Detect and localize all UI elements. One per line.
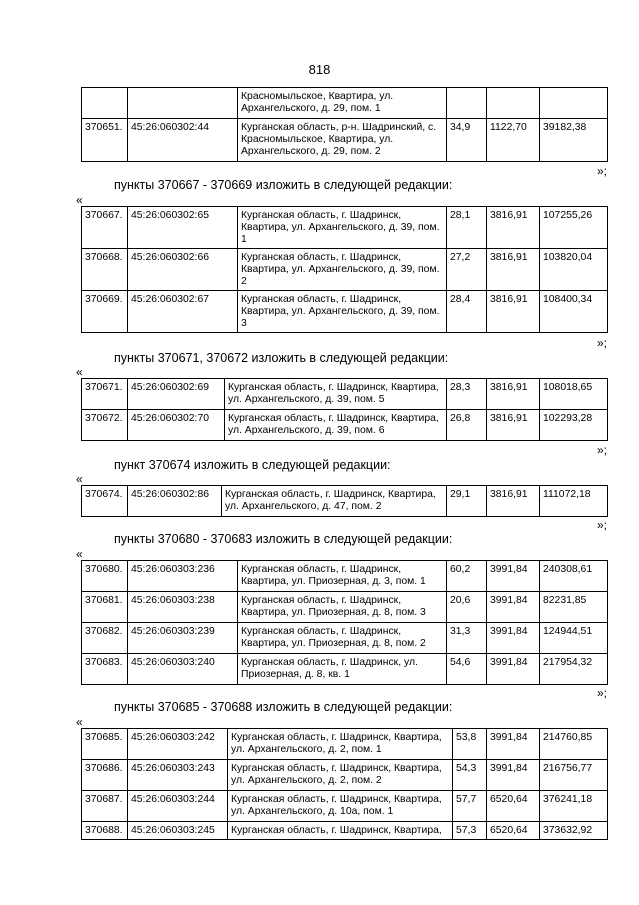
- cell-cadastral: 45:26:060302:69: [128, 379, 225, 410]
- cell-rate: 3816,91: [487, 207, 540, 249]
- cell-value: 108018,65: [540, 379, 608, 410]
- cell-rate: 3991,84: [487, 623, 540, 654]
- cell-area: 27,2: [447, 249, 487, 291]
- cell-rate: 6520,64: [487, 822, 540, 840]
- cell-number: 370668.: [82, 249, 128, 291]
- cell-number: 370674.: [82, 486, 128, 517]
- cell-value: 107255,26: [540, 207, 608, 249]
- table-row: [82, 592, 608, 623]
- cell-address: Курганская область, г. Шадринск, Квартира, ул. Архангельского, д. 10а, пом. 1: [228, 791, 453, 822]
- cell-address: Курганская область, г. Шадринск, Квартира,: [228, 822, 453, 840]
- opening-quote: «: [76, 547, 83, 561]
- cell-rate: 3816,91: [487, 249, 540, 291]
- cell-value: 376241,18: [540, 791, 608, 822]
- opening-quote: «: [76, 365, 83, 379]
- cell-rate: 1122,70: [487, 119, 540, 162]
- cell-rate: 3816,91: [487, 410, 540, 441]
- cell-value: 373632,92: [540, 822, 608, 840]
- cell-area: 29,1: [447, 486, 487, 517]
- table-row: [82, 249, 608, 291]
- table-row: [82, 760, 608, 791]
- cell-cadastral: 45:26:060303:240: [128, 654, 238, 685]
- cell-number: [82, 88, 128, 119]
- cell-area: [447, 88, 487, 119]
- page-number: 818: [308, 62, 331, 77]
- cell-area: 26,8: [447, 410, 487, 441]
- cell-number: 370671.: [82, 379, 128, 410]
- cell-cadastral: 45:26:060303:243: [128, 760, 228, 791]
- cell-address: Курганская область, г. Шадринск, Квартира, ул. Приозерная, д. 8, пом. 3: [238, 592, 447, 623]
- cell-rate: 3991,84: [487, 592, 540, 623]
- cell-number: 370681.: [82, 592, 128, 623]
- cell-area: 53,8: [453, 729, 487, 760]
- cell-number: 370651.: [82, 119, 128, 162]
- table-row: [82, 654, 608, 685]
- cell-cadastral: 45:26:060303:236: [128, 561, 238, 592]
- cell-address: Курганская область, г. Шадринск, Квартира, ул. Приозерная, д. 3, пом. 1: [238, 561, 447, 592]
- cell-area: 20,6: [447, 592, 487, 623]
- cell-cadastral: 45:26:060303:242: [128, 729, 228, 760]
- cell-number: 370687.: [82, 791, 128, 822]
- cell-cadastral: 45:26:060303:245: [128, 822, 228, 840]
- section-table: [81, 560, 608, 685]
- cell-value: 102293,28: [540, 410, 608, 441]
- cell-rate: 3991,84: [487, 654, 540, 685]
- cell-number: 370680.: [82, 561, 128, 592]
- cell-area: 28,1: [447, 207, 487, 249]
- cell-value: 216756,77: [540, 760, 608, 791]
- table-row: [82, 207, 608, 249]
- section-table: [81, 206, 608, 333]
- table-row: [82, 486, 608, 517]
- cell-address: Курганская область, г. Шадринск, Квартира, ул. Приозерная, д. 8, пом. 2: [238, 623, 447, 654]
- cell-cadastral: [128, 88, 238, 119]
- closing-quote: »;: [597, 164, 608, 178]
- cell-value: 103820,04: [540, 249, 608, 291]
- section-table: [81, 485, 608, 517]
- cell-cadastral: 45:26:060302:65: [128, 207, 238, 249]
- table-row: [82, 729, 608, 760]
- cell-cadastral: 45:26:060302:66: [128, 249, 238, 291]
- cell-value: 217954,32: [540, 654, 608, 685]
- table-row: [82, 379, 608, 410]
- closing-quote: »;: [597, 686, 608, 700]
- cell-cadastral: 45:26:060303:239: [128, 623, 238, 654]
- section-heading: пункты 370671, 370672 изложить в следующей редакции:: [114, 351, 449, 365]
- cell-address: Курганская область, г. Шадринск, Квартира, ул. Архангельского, д. 39, пом. 5: [225, 379, 447, 410]
- section-heading: пункт 370674 изложить в следующей редакции:: [114, 458, 391, 472]
- cell-address: Курганская область, г. Шадринск, Квартира, ул. Архангельского, д. 2, пом. 1: [228, 729, 453, 760]
- table-row: [82, 623, 608, 654]
- cell-cadastral: 45:26:060302:44: [128, 119, 238, 162]
- cell-value: 39182,38: [540, 119, 608, 162]
- table-row: [82, 119, 608, 162]
- table-row: [82, 410, 608, 441]
- cell-cadastral: 45:26:060302:67: [128, 291, 238, 333]
- table-row: [82, 791, 608, 822]
- table-row: [82, 291, 608, 333]
- cell-number: 370686.: [82, 760, 128, 791]
- closing-quote: »;: [597, 336, 608, 350]
- cell-area: 34,9: [447, 119, 487, 162]
- cell-address: Курганская область, р-н. Шадринский, с. Красномыльское, Квартира, ул. Архангельского, д. 29, пом. 2: [238, 119, 447, 162]
- cell-value: 240308,61: [540, 561, 608, 592]
- cell-address: Курганская область, г. Шадринск, Квартира, ул. Архангельского, д. 47, пом. 2: [222, 486, 447, 517]
- cell-area: 31,3: [447, 623, 487, 654]
- table-continued: [81, 87, 608, 162]
- opening-quote: «: [76, 193, 83, 207]
- cell-area: 57,3: [453, 822, 487, 840]
- section-table: [81, 728, 608, 840]
- cell-area: 54,6: [447, 654, 487, 685]
- cell-rate: 6520,64: [487, 791, 540, 822]
- cell-cadastral: 45:26:060303:238: [128, 592, 238, 623]
- cell-value: 124944,51: [540, 623, 608, 654]
- table-row: [82, 561, 608, 592]
- cell-cadastral: 45:26:060302:70: [128, 410, 225, 441]
- cell-number: 370667.: [82, 207, 128, 249]
- table-row: [82, 88, 608, 119]
- closing-quote: »;: [597, 443, 608, 457]
- cell-number: 370683.: [82, 654, 128, 685]
- cell-rate: 3816,91: [487, 486, 540, 517]
- cell-number: 370669.: [82, 291, 128, 333]
- cell-rate: 3816,91: [487, 291, 540, 333]
- section-heading: пункты 370667 - 370669 изложить в следующей редакции:: [114, 178, 453, 192]
- cell-rate: 3991,84: [487, 729, 540, 760]
- cell-number: 370682.: [82, 623, 128, 654]
- cell-value: 214760,85: [540, 729, 608, 760]
- cell-value: 108400,34: [540, 291, 608, 333]
- cell-number: 370672.: [82, 410, 128, 441]
- table-row: [82, 822, 608, 840]
- cell-area: 28,3: [447, 379, 487, 410]
- cell-rate: [487, 88, 540, 119]
- closing-quote: »;: [597, 518, 608, 532]
- cell-address: Курганская область, г. Шадринск, Квартира, ул. Архангельского, д. 39, пом. 6: [225, 410, 447, 441]
- cell-area: 60,2: [447, 561, 487, 592]
- cell-area: 57,7: [453, 791, 487, 822]
- cell-rate: 3816,91: [487, 379, 540, 410]
- cell-area: 54,3: [453, 760, 487, 791]
- cell-area: 28,4: [447, 291, 487, 333]
- cell-rate: 3991,84: [487, 760, 540, 791]
- cell-address: Красномыльское, Квартира, ул. Архангельского, д. 29, пом. 1: [238, 88, 447, 119]
- cell-value: 111072,18: [540, 486, 608, 517]
- cell-cadastral: 45:26:060303:244: [128, 791, 228, 822]
- cell-address: Курганская область, г. Шадринск, Квартира, ул. Архангельского, д. 2, пом. 2: [228, 760, 453, 791]
- cell-rate: 3991,84: [487, 561, 540, 592]
- cell-value: [540, 88, 608, 119]
- section-heading: пункты 370680 - 370683 изложить в следующей редакции:: [114, 532, 453, 546]
- cell-value: 82231,85: [540, 592, 608, 623]
- cell-cadastral: 45:26:060302:86: [128, 486, 222, 517]
- cell-address: Курганская область, г. Шадринск, Квартира, ул. Архангельского, д. 39, пом. 3: [238, 291, 447, 333]
- cell-address: Курганская область, г. Шадринск, Квартира, ул. Архангельского, д. 39, пом. 1: [238, 207, 447, 249]
- cell-number: 370688.: [82, 822, 128, 840]
- opening-quote: «: [76, 472, 83, 486]
- cell-number: 370685.: [82, 729, 128, 760]
- section-heading: пункты 370685 - 370688 изложить в следующей редакции:: [114, 700, 453, 714]
- opening-quote: «: [76, 715, 83, 729]
- cell-address: Курганская область, г. Шадринск, Квартира, ул. Архангельского, д. 39, пом. 2: [238, 249, 447, 291]
- cell-address: Курганская область, г. Шадринск, ул. Приозерная, д. 8, кв. 1: [238, 654, 447, 685]
- section-table: [81, 378, 608, 441]
